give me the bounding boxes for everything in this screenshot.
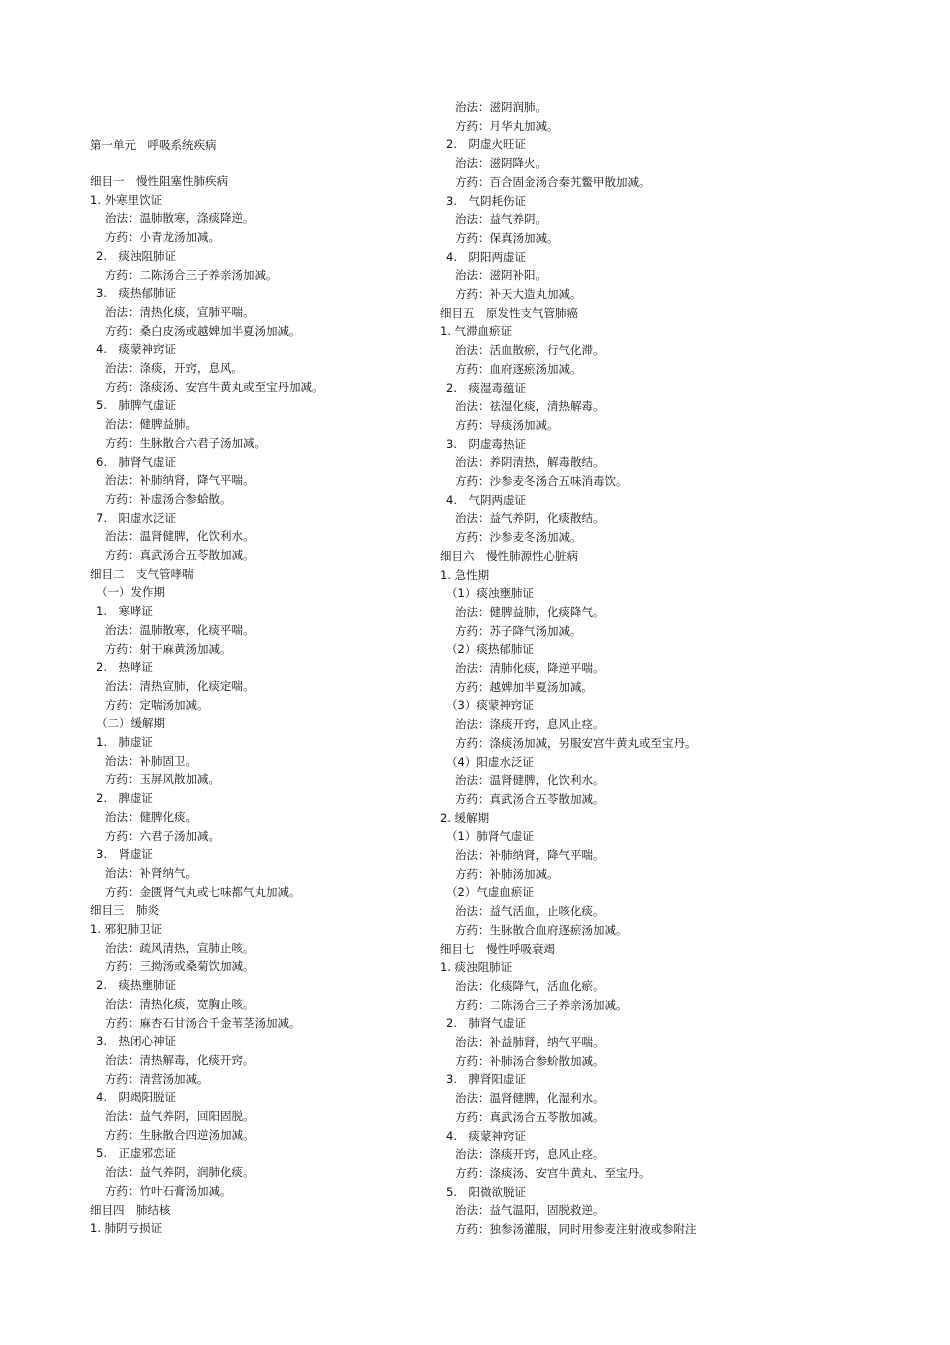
treatment-line: 治法：补益肺肾，纳气平喘。 [455,1035,605,1049]
treatment-line: 方药：麻杏石甘汤合千金苇茎汤加减。 [105,1015,301,1030]
treatment-line: 方药：清营汤加减。 [105,1071,209,1086]
treatment-line: 治法：益气活血，止咳化痰。 [455,904,605,919]
syndrome-heading: （1）肺肾气虚证 [446,829,534,844]
treatment-line: 方药：月华丸加减。 [455,118,559,133]
treatment-line: 治法：健脾益肺。 [105,417,197,432]
treatment-line: 方药：独参汤灌服，同时用参麦注射液或参附注 [455,1222,697,1236]
syndrome-heading: （二）缓解期 [96,716,165,731]
treatment-line: 方药：真武汤合五苓散加减。 [455,791,605,806]
treatment-line: 治法：温肾健脾，化湿利水。 [455,1091,605,1106]
section-heading: 1. 邪犯肺卫证 [90,922,163,936]
treatment-line: 治法：温肺散寒，化痰平喘。 [105,622,255,637]
treatment-line: 方药：沙参麦冬汤加减。 [455,530,582,545]
unit-title: 第一单元 呼吸系统疾病 [90,138,217,152]
syndrome-heading: 3. 气阴耗伤证 [446,193,526,208]
treatment-line: 方药：补肺汤加减。 [455,866,559,881]
syndrome-heading: 3. 热闭心神证 [96,1034,176,1049]
treatment-line: 方药：六君子汤加减。 [105,828,220,843]
syndrome-heading: 3. 痰热郁肺证 [96,286,176,301]
section-heading: 细目一 慢性阻塞性肺疾病 [90,174,228,188]
treatment-line: 治法：活血散瘀，行气化滞。 [455,343,605,358]
treatment-line: 方药：二陈汤合三子养亲汤加减。 [455,997,628,1012]
syndrome-heading: 5. 阳微欲脱证 [446,1184,526,1199]
section-heading: 1. 肺阴亏损证 [90,1221,163,1236]
treatment-line: 治法：益气养阴，回阳固脱。 [105,1109,255,1123]
section-heading: 2. 缓解期 [440,810,490,825]
section-heading: 细目七 慢性呼吸衰竭 [440,941,555,956]
syndrome-heading: 5. 正虚邪恋证 [96,1146,176,1161]
treatment-line: 方药：竹叶石膏汤加减。 [105,1183,232,1198]
treatment-line: 治法：益气养阴，润肺化痰。 [105,1165,255,1180]
syndrome-heading: 2. 肺肾气虚证 [446,1016,526,1031]
treatment-line: 方药：桑白皮汤或越婢加半夏汤加减。 [105,323,301,338]
treatment-line: 方药：涤痰汤、安宫牛黄丸、至宝丹。 [455,1165,651,1180]
syndrome-heading: 3. 肾虚证 [96,847,153,862]
section-heading: 细目四 肺结核 [90,1202,171,1217]
syndrome-heading: （2）气虚血瘀证 [446,885,534,900]
syndrome-heading: 5. 肺脾气虚证 [96,398,176,413]
section-heading: 细目二 支气管哮喘 [90,566,194,581]
syndrome-heading: 3. 脾肾阳虚证 [446,1072,526,1087]
treatment-line: 方药：补虚汤合参蛤散。 [105,491,232,506]
treatment-line: 方药：小青龙汤加减。 [105,230,220,245]
treatment-line: 方药：生脉散合六君子汤加减。 [105,435,266,450]
treatment-line: 方药：沙参麦冬汤合五味消毒饮。 [455,474,628,488]
syndrome-heading: （一）发作期 [96,585,165,600]
syndrome-heading: 2. 脾虚证 [96,791,153,806]
treatment-line: 治法：益气养阴。 [455,212,547,227]
syndrome-heading: （3）痰蒙神窍证 [446,698,534,713]
syndrome-heading: 3. 阴虚毒热证 [446,436,526,451]
treatment-line: 治法：滋阴润肺。 [455,100,547,114]
syndrome-heading: 1. 肺虚证 [96,735,153,749]
treatment-line: 方药：导痰汤加减。 [455,417,559,432]
section-heading: 1. 痰浊阻肺证 [440,960,513,975]
treatment-line: 方药：三拗汤或桑菊饮加减。 [105,959,255,974]
treatment-line: 治法：清热解毒，化痰开窍。 [105,1052,255,1067]
syndrome-heading: 4. 阴竭阳脱证 [96,1090,176,1105]
syndrome-heading: 2. 痰湿毒蕴证 [446,380,526,395]
syndrome-heading: （2）痰热郁肺证 [446,642,534,657]
treatment-line: 方药：补天大造丸加减。 [455,287,582,301]
syndrome-heading: 2. 阴虚火旺证 [446,137,526,152]
treatment-line: 治法：清热化痰，宽胸止咳。 [105,996,255,1011]
syndrome-heading: 7. 阳虚水泛证 [96,510,176,525]
treatment-line: 方药：保真汤加减。 [455,230,559,245]
syndrome-heading: 2. 痰热壅肺证 [96,978,176,993]
treatment-line: 方药：生脉散合四逆汤加减。 [105,1127,255,1142]
treatment-line: 方药：百合固金汤合秦艽鳖甲散加减。 [455,174,651,189]
section-heading: 1. 外寒里饮证 [90,192,163,207]
syndrome-heading: 1. 寒哮证 [96,604,153,619]
treatment-line: 方药：涤痰汤加减，另服安宫牛黄丸或至宝丹。 [455,735,697,750]
treatment-line: 治法：化痰降气，活血化瘀。 [455,978,605,993]
treatment-line: 方药：越婢加半夏汤加减。 [455,679,593,694]
treatment-line: 方药：真武汤合五苓散加减。 [105,548,255,562]
syndrome-heading: 4. 气阴两虚证 [446,492,526,507]
syndrome-heading: 6. 肺肾气虚证 [96,454,176,469]
treatment-line: 方药：苏子降气汤加减。 [455,623,582,638]
treatment-line: 治法：温肾健脾，化饮利水。 [105,529,255,544]
treatment-line: 治法：滋阴降火。 [455,156,547,171]
treatment-line: 治法：补肺固卫。 [105,753,197,768]
treatment-line: 治法：清肺化痰，降逆平喘。 [455,661,605,675]
section-heading: 细目三 肺炎 [90,903,159,918]
section-heading: 细目六 慢性肺源性心脏病 [440,548,578,563]
treatment-line: 治法：补肺纳肾，降气平喘。 [455,848,605,862]
treatment-line: 方药：二陈汤合三子养亲汤加减。 [105,267,278,282]
treatment-line: 治法：补肺纳肾，降气平喘。 [105,473,255,488]
syndrome-heading: 2. 热哮证 [96,660,153,675]
treatment-line: 方药：定喘汤加减。 [105,697,209,712]
treatment-line: 治法：涤痰开窍，息风止痉。 [455,1147,605,1162]
treatment-line: 方药：真武汤合五苓散加减。 [455,1109,605,1124]
section-heading: 1. 气滞血瘀证 [440,324,513,339]
section-heading: 1. 急性期 [440,567,490,582]
treatment-line: 治法：健脾益肺，化痰降气。 [455,604,605,619]
treatment-line: 治法：温肾健脾，化饮利水。 [455,773,605,788]
syndrome-heading: 4. 痰蒙神窍证 [96,342,176,357]
treatment-line: 治法：清热化痰，宣肺平喘。 [105,304,255,319]
treatment-line: 治法：养阴清热，解毒散结。 [455,455,605,470]
treatment-line: 治法：疏风清热，宣肺止咳。 [105,940,255,955]
treatment-line: 方药：涤痰汤、安宫牛黄丸或至宝丹加减。 [105,379,324,394]
treatment-line: 方药：金匮肾气丸或七味都气丸加减。 [105,884,301,899]
treatment-line: 治法：祛湿化痰，清热解毒。 [455,399,605,414]
treatment-line: 治法：健脾化痰。 [105,809,197,824]
treatment-line: 治法：清热宣肺，化痰定喘。 [105,678,255,693]
treatment-line: 治法：滋阴补阳。 [455,268,547,283]
treatment-line: 方药：血府逐瘀汤加减。 [455,361,582,376]
syndrome-heading: 4. 阴阳两虚证 [446,249,526,264]
treatment-line: 治法：补肾纳气。 [105,865,197,880]
treatment-line: 方药：玉屏风散加减。 [105,772,220,787]
treatment-line: 治法：涤痰，开窍，息风。 [105,361,243,375]
treatment-line: 治法：温肺散寒，涤痰降逆。 [105,211,255,226]
syndrome-heading: （4）阳虚水泛证 [446,754,534,769]
treatment-line: 治法：涤痰开窍，息风止痉。 [455,717,605,732]
treatment-line: 方药：生脉散合血府逐瘀汤加减。 [455,922,628,937]
treatment-line: 方药：补肺汤合参蚧散加减。 [455,1053,605,1068]
treatment-line: 治法：益气温阳，固脱救逆。 [455,1203,605,1218]
syndrome-heading: （1）痰浊壅肺证 [446,586,534,601]
section-heading: 细目五 原发性支气管肺癌 [440,305,578,320]
syndrome-heading: 4. 痰蒙神窍证 [446,1128,526,1143]
treatment-line: 方药：射干麻黄汤加减。 [105,641,232,656]
syndrome-heading: 2. 痰浊阻肺证 [96,248,176,263]
treatment-line: 治法：益气养阴，化痰散结。 [455,511,605,526]
